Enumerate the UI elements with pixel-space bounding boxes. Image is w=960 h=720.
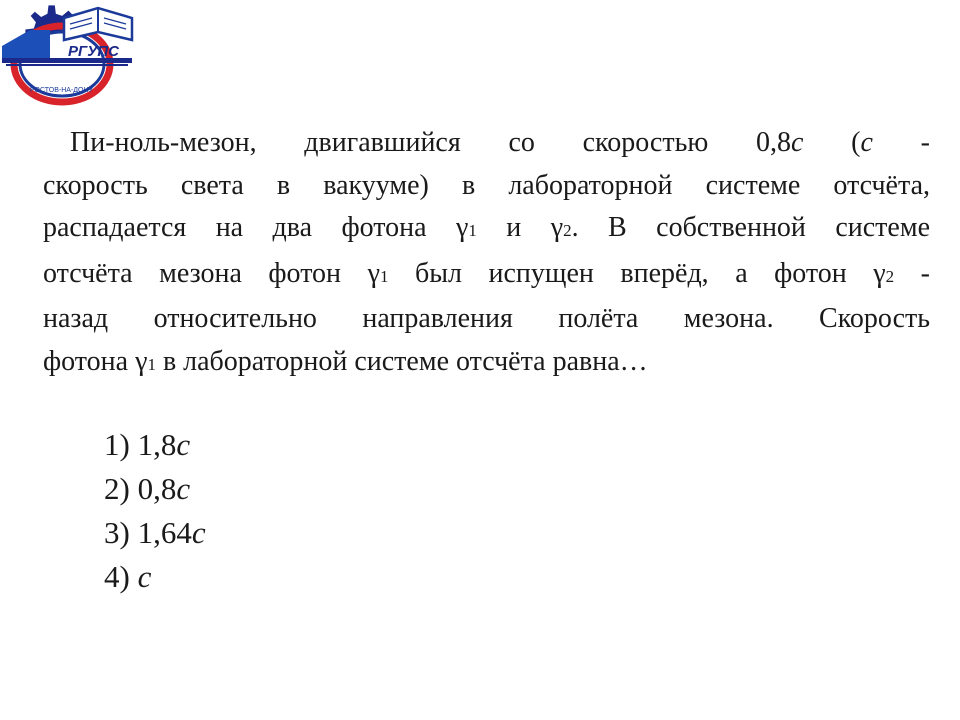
problem-text: . В собственной системе	[571, 212, 930, 243]
answer-option-3[interactable]	[104, 511, 206, 555]
problem-line-6	[43, 341, 930, 387]
problem-text: в лабораторной системе отсчёта равна…	[155, 345, 648, 377]
gamma-index: 1	[468, 221, 477, 240]
problem-text: (	[803, 127, 861, 158]
problem-text: был испущен вперёд, а фотон	[388, 257, 874, 289]
answer-number: 4)	[104, 559, 138, 594]
problem-text: Пи-ноль-мезон, двигавшийся со скоростью 0,8	[70, 127, 792, 158]
gamma-index: 1	[147, 354, 156, 374]
problem-line-1	[43, 122, 930, 165]
problem-text: и	[476, 212, 551, 243]
gamma-index: 1	[379, 266, 389, 286]
answer-unit: c	[191, 515, 206, 550]
rgups-logo	[0, 0, 140, 110]
answer-option-4[interactable]	[104, 555, 206, 599]
problem-text: распадается на два фотона	[43, 212, 456, 243]
gamma-symbol: γ	[367, 257, 380, 289]
speed-of-light-symbol: c	[860, 127, 873, 158]
problem-line-2: скорость света в вакууме) в лабораторной системе отсчёта,	[43, 169, 930, 201]
problem-text: отсчёта мезона фотон	[43, 257, 368, 289]
problem-text: -	[872, 127, 931, 158]
gamma-symbol: γ	[550, 212, 564, 243]
gamma-index: 2	[563, 221, 572, 240]
gamma-symbol: γ	[873, 257, 886, 289]
answer-value: 0,8	[137, 471, 177, 506]
gamma-symbol: γ	[455, 212, 469, 243]
answer-value: 1,64	[137, 515, 192, 550]
problem-text: -	[894, 257, 931, 289]
answer-number: 3)	[104, 515, 138, 550]
answer-number: 2)	[104, 471, 138, 506]
problem-statement	[43, 122, 930, 386]
problem-text: фотона	[43, 345, 136, 377]
answer-unit: c	[137, 559, 152, 594]
answer-unit: c	[176, 471, 191, 506]
answer-options	[104, 423, 206, 599]
logo-text: РГУПС	[68, 43, 119, 60]
gamma-symbol: γ	[135, 345, 148, 377]
answer-option-1[interactable]	[104, 423, 206, 467]
speed-of-light-symbol: c	[791, 127, 804, 158]
answer-option-2[interactable]	[104, 467, 206, 511]
gamma-index: 2	[885, 266, 895, 286]
problem-line-4	[43, 253, 930, 299]
answer-value: 1,8	[137, 427, 177, 462]
answer-unit: c	[176, 427, 191, 462]
problem-line-3	[43, 207, 930, 253]
problem-line-5: назад относительно направления полёта мезона. Скорость	[43, 303, 930, 334]
answer-number: 1)	[104, 427, 138, 462]
logo-ring-text: РОСТОВ-НА-ДОНУ	[30, 87, 93, 94]
